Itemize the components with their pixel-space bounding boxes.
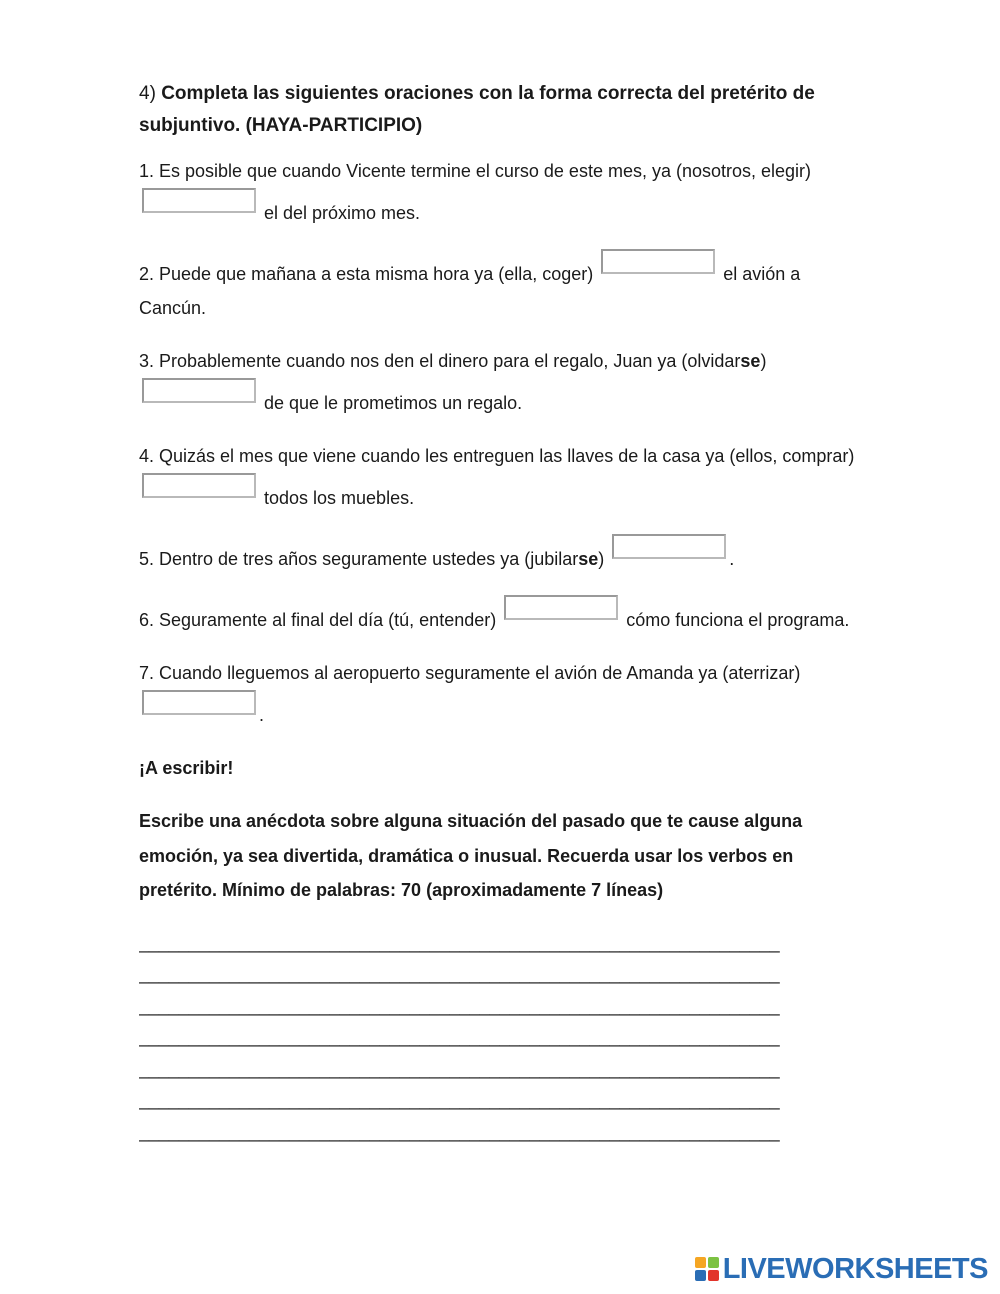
- answer-input-5[interactable]: [612, 534, 726, 559]
- answer-input-3[interactable]: [142, 378, 256, 403]
- writing-line[interactable]: ________________________________________________________________: [139, 1058, 780, 1079]
- worksheet-page: [139, 78, 859, 1148]
- answer-input-4[interactable]: [142, 473, 256, 498]
- logo-square: [695, 1270, 706, 1281]
- logo-square: [708, 1270, 719, 1281]
- sentence-6: 6. Seguramente al final del día (tú, entender) cómo funciona el programa.: [139, 595, 859, 637]
- liveworksheets-logo: [695, 1252, 988, 1286]
- sentence-7: 7. Cuando lleguemos al aeropuerto seguramente el avión de Amanda ya (aterrizar) .: [139, 663, 801, 725]
- sentence-5: 5. Dentro de tres años seguramente ustedes ya (jubilarse) .: [139, 534, 859, 576]
- writing-prompt: Escribe una anécdota sobre alguna situación del pasado que te cause alguna emoción, ya sea divertida, dramática o inusual. Recuerda usar los verbos en pretérito. Mínimo de palabras: 70 (aproximadamente 7 líneas): [139, 811, 803, 900]
- writing-lines[interactable]: [139, 928, 859, 1149]
- logo-square: [695, 1257, 706, 1268]
- exercise-instruction: Completa las siguientes oraciones con la forma correcta del pretérito de subjuntivo. (HAYA-PARTICIPIO): [139, 83, 815, 136]
- writing-line[interactable]: ________________________________________________________________: [139, 1121, 780, 1142]
- logo-icon: [695, 1257, 719, 1281]
- writing-line[interactable]: ________________________________________________________________: [139, 1027, 780, 1047]
- sentence-2: 2. Puede que mañana a esta misma hora ya (ella, coger) el avión a Cancún.: [139, 249, 859, 325]
- logo-square: [708, 1257, 719, 1268]
- writing-line[interactable]: ________________________________________________________________: [139, 995, 780, 1016]
- answer-input-6[interactable]: [504, 595, 618, 620]
- writing-line[interactable]: ________________________________________________________________: [139, 932, 780, 953]
- exercise-title: [139, 78, 859, 142]
- answer-input-1[interactable]: [142, 188, 256, 213]
- answer-input-7[interactable]: [142, 690, 256, 715]
- answer-input-2[interactable]: [601, 249, 715, 274]
- sentence-3: 3. Probablemente cuando nos den el dinero para el regalo, Juan ya (olvidarse) de que le prometimos un regalo.: [139, 351, 767, 413]
- writing-heading: ¡A escribir!: [139, 758, 234, 778]
- sentence-4: 4. Quizás el mes que viene cuando les entreguen las llaves de la casa ya (ellos, comprar) todos los muebles.: [139, 446, 855, 508]
- writing-line[interactable]: ________________________________________________________________: [139, 1090, 780, 1110]
- exercise-number: 4): [139, 83, 162, 104]
- writing-line[interactable]: ________________________________________________________________: [139, 964, 780, 984]
- sentence-1: 1. Es posible que cuando Vicente termine el curso de este mes, ya (nosotros, elegir) el del próximo mes.: [139, 161, 812, 223]
- logo-text: LIVEWORKSHEETS: [722, 1252, 988, 1285]
